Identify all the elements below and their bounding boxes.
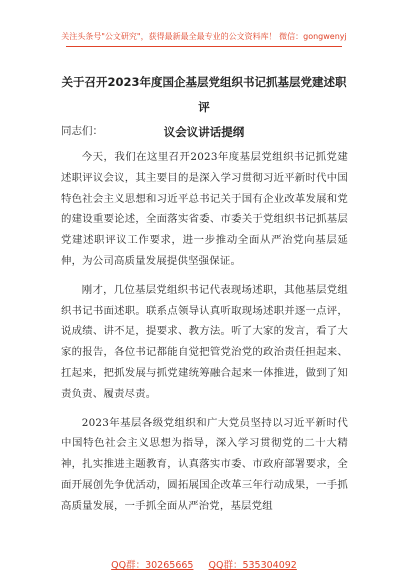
document-title-line-2: 议会议讲话提纲 [163,125,245,139]
body-paragraph: 今天，我们在这里召开2023年度基层党组织书记抓党建述职评议会议，其主要目的是深入学习贯彻习近平新时代中国特色社会主义思想和习近平总书记关于国有企业改革发展和党的建设重要论述，全面落实省委、市委关于党组织书记抓基层党建述职评议工作要求，进一步推动全面从严治党向基层延伸，为公司高质量发展提供坚强保证。 [61,151,348,267]
salutation: 同志们： [61,125,103,137]
footer-qq-group-2[interactable]: QQ群：535304092 [208,560,297,571]
document-body [61,147,348,525]
document-title-line-1: 关于召开2023年度国企基层党组织书记抓基层党建述职评 [61,75,347,114]
header-banner: 关注头条号"公文研究"，获得最新最全最专业的公文资料库！ 微信：gongwenyj [61,32,347,41]
footer-contact-bar [0,560,408,572]
header-divider [66,46,342,47]
footer-qq-group-1[interactable]: QQ群：30265665 [111,560,194,571]
document-title [60,70,348,145]
body-paragraph: 刚才，几位基层党组织书记代表现场述职，其他基层党组织书记书面述职。联系点领导认真听取现场述职并逐一点评，说成绩、讲不足，提要求、教方法。听了大家的发言，看了大家的报告，各位书记都能自觉把管党治党的政治责任担起来、扛起来，把抓发展与抓党建统筹融合起来一体推进，做到了知责负责、履责尽责。 [61,283,348,400]
body-paragraph: 2023年基层各级党组织和广大党员坚持以习近平新时代中国特色社会主义思想为指导，深入学习贯彻党的二十大精神，扎实推进主题教育，认真落实市委、市政府部署要求，全面开展创先争优活动，圆拓展国企改革三年行动成果，一手抓高质量发展，一手抓全面从严治党，基层党组 [61,416,348,512]
